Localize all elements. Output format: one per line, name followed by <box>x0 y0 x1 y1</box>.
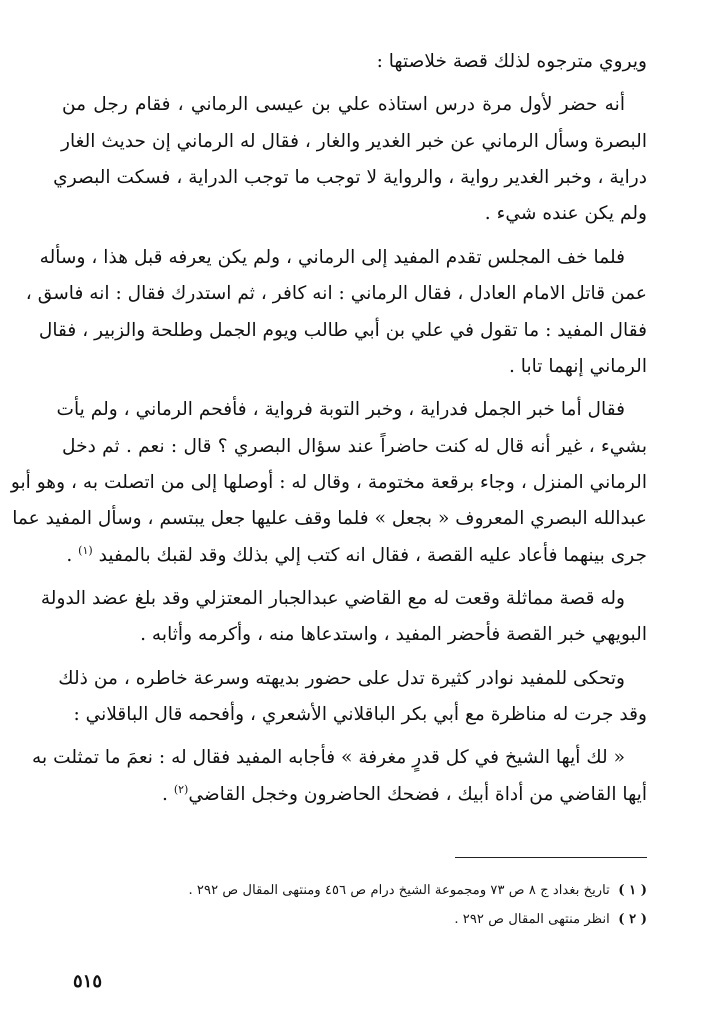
text-line: وقد جرت له مناظرة مع أبي بكر الباقلاني الأشعري ، وأفحمه قال الباقلاني : <box>73 704 647 726</box>
text-line: فقال المفيد : ما تقول في علي بن أبي طالب ويوم الجمل وطلحة والزبير ، فقال <box>38 319 647 341</box>
footnote-item <box>87 906 647 935</box>
footnote-reference: (١) <box>78 543 93 557</box>
text-line: الرماني إنهما تابا . <box>508 355 647 377</box>
text-line: عبدالله البصري المعروف « بجعل » فلما وقف عليها جعل يبتسم ، وسأل المفيد عما <box>12 508 647 530</box>
line-text: أيها القاضي من أداة أبيك ، فضحك الحاضرون وخجل القاضي <box>188 783 647 805</box>
footnote-text: انظر منتهى المقال ص ٢٩٢ . <box>454 911 610 927</box>
paragraph-baqillani <box>32 740 647 813</box>
line-text: جرى بينهما فأعاد عليه القصة ، فقال انه كتب إلي بذلك وقد لقبك بالمفيد <box>98 544 647 566</box>
text-line: ولم يكن عنده شيء . <box>484 203 647 225</box>
footnote-number: ( ١ ) <box>618 883 647 898</box>
text-line: فقال أما خبر الجمل فدراية ، وخبر التوبة فرواية ، فأفحم الرماني ، ولم يأت <box>56 399 625 421</box>
line-tail: . <box>66 544 79 566</box>
text-line: أنه حضر لأول مرة درس استاذه علي بن عيسى الرماني ، فقام رجل من <box>62 94 625 116</box>
text-line: بشيء ، غير أنه قال له كنت حاضراً عند سؤال البصري ؟ قال : نعم . ثم دخل <box>62 435 647 457</box>
paragraph-sealed-letter <box>10 392 647 574</box>
paragraph-intro <box>62 44 647 80</box>
footnote-item <box>87 877 647 906</box>
text-line <box>62 538 647 574</box>
text-line: وتحكى للمفيد نوادر كثيرة تدل على حضور بديهته وسرعة خاطره ، من ذلك <box>58 667 625 689</box>
footnote-number: ( ٢ ) <box>618 911 647 927</box>
paragraph-anecdotes <box>58 661 647 734</box>
text-line: « لك أيها الشيخ في كل قدرٍ مغرفة » فأجابه المفيد فقال له : نعمَ ما تمثلت به <box>32 747 625 769</box>
text-line: فلما خف المجلس تقدم المفيد إلى الرماني ، ولم يكن يعرفه قبل هذا ، وسأله <box>39 246 625 268</box>
text-line: ويروي مترجوه لذلك قصة خلاصتها : <box>376 51 647 72</box>
text-line: الرماني المنزل ، وجاء برقعة مختومة ، وقال له : أوصلها إلى من اتصلت به ، وهو أبو <box>10 471 647 493</box>
page-number: ٥١٥ <box>73 971 103 992</box>
text-line: البويهي خبر القصة فأحضر المفيد ، واستدعاها منه ، وأكرمه وأثابه . <box>140 624 647 646</box>
footnote-reference: (٢) <box>173 782 189 796</box>
paragraph-abduljabbar <box>40 581 647 654</box>
footnote-text: تاريخ بغداد ج ٨ ص ٧٣ ومجموعة الشيخ درام ص ٤٥٦ ومنتهى المقال ص ٢٩٢ . <box>188 883 610 898</box>
text-line: البصرة وسأل الرماني عن خبر الغدير والغار ، فقال له الرماني إن حديث الغار <box>60 130 647 152</box>
text-line: دراية ، وخبر الغدير رواية ، والرواية لا توجب ما توجب الدراية ، فسكت البصري <box>53 167 647 189</box>
main-text <box>10 44 647 820</box>
paragraph-mufid-question <box>25 240 647 386</box>
paragraph-rummani-lesson <box>53 87 647 233</box>
text-line: وله قصة مماثلة وقعت له مع القاضي عبدالجبار المعتزلي وقد بلغ عضد الدولة <box>40 588 625 610</box>
text-line <box>62 777 647 813</box>
footnotes <box>87 877 647 934</box>
footnote-divider <box>455 857 647 858</box>
text-line: عمن قاتل الامام العادل ، فقال الرماني : انه كافر ، ثم استدرك فقال : انه فاسق ، <box>25 283 647 305</box>
line-tail: . <box>161 783 174 805</box>
